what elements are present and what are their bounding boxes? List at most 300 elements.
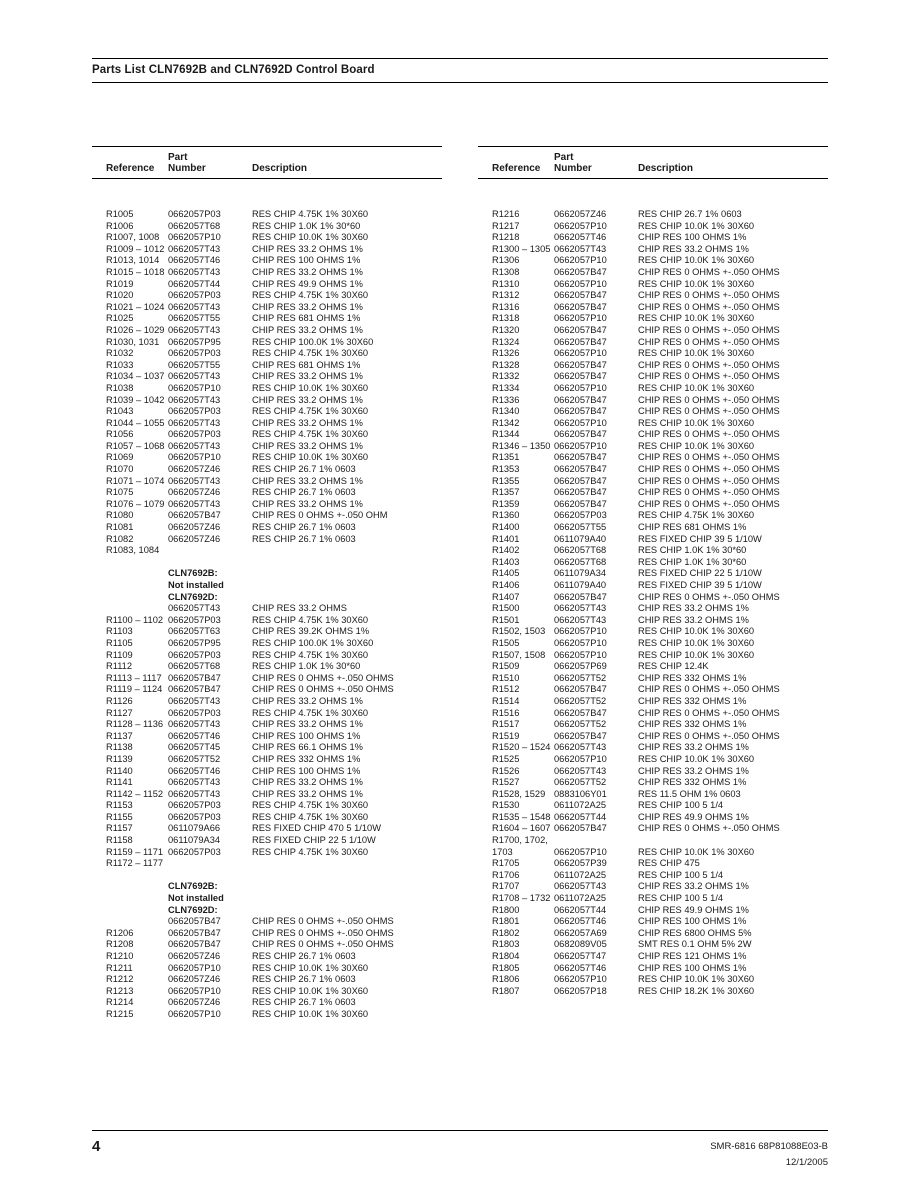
cell-part-number: 0662057B47 xyxy=(168,684,221,695)
table-body-right xyxy=(478,179,828,997)
cell-description: RES CHIP 10.0K 1% 30X60 xyxy=(252,232,369,243)
cell-reference: R1026 – 1029 xyxy=(106,324,165,335)
cell-description: RES CHIP 26.7 1% 0603 xyxy=(252,974,356,985)
table-row xyxy=(92,766,442,778)
cell-part-number: 0662057P10 xyxy=(554,753,607,764)
table-row xyxy=(92,963,442,975)
cell-reference: R1804 xyxy=(492,951,520,961)
cell-description: RES CHIP 10.0K 1% 30X60 xyxy=(638,846,755,857)
cell-description: RES CHIP 26.7 1% 0603 xyxy=(252,951,356,961)
table-row xyxy=(478,221,828,233)
cell-part-number: Not installed xyxy=(168,893,224,904)
table-row xyxy=(478,441,828,453)
cell-part-number: 0662057B47 xyxy=(554,707,607,718)
table-row xyxy=(92,568,442,580)
page-number: 4 xyxy=(92,1138,101,1155)
cell-reference: R1803 xyxy=(492,939,520,950)
table-row xyxy=(92,626,442,638)
table-row xyxy=(478,255,828,267)
cell-part-number: 0662057P10 xyxy=(554,974,607,985)
cell-part-number: CLN7692D: xyxy=(168,904,218,915)
cell-description: RES CHIP 26.7 1% 0603 xyxy=(638,209,742,219)
cell-reference: R1355 xyxy=(492,475,520,486)
cell-description: CHIP RES 6800 OHMS 5% xyxy=(638,927,752,938)
cell-part-number: 0662057T46 xyxy=(168,765,221,776)
cell-description: CHIP RES 33.2 OHMS 1% xyxy=(638,881,749,892)
cell-description: CHIP RES 33.2 OHMS 1% xyxy=(252,243,363,254)
cell-part-number: 0662057T44 xyxy=(554,904,607,915)
table-row xyxy=(478,452,828,464)
cell-part-number: 0662057B47 xyxy=(554,371,607,382)
cell-part-number: 0662057T43 xyxy=(168,266,221,277)
table-row xyxy=(478,708,828,720)
table-row xyxy=(92,893,442,905)
cell-description: CHIP RES 49.9 OHMS 1% xyxy=(252,278,363,289)
cell-reference: R1401 xyxy=(492,533,520,544)
cell-reference: R1034 – 1037 xyxy=(106,371,165,382)
cell-reference: R1217 xyxy=(492,220,520,231)
cell-reference: R1336 xyxy=(492,394,520,405)
table-row xyxy=(92,777,442,789)
cell-part-number: 0662057B47 xyxy=(554,336,607,347)
cell-reference: R1009 – 1012 xyxy=(106,243,165,254)
cell-part-number: 0662057P69 xyxy=(554,661,607,672)
column-header-reference: Reference xyxy=(492,163,541,174)
cell-description: CHIP RES 0 OHMS +-.050 OHMS xyxy=(638,394,780,405)
cell-reference: R1083, 1084 xyxy=(106,545,160,556)
cell-description: CHIP RES 33.2 OHMS xyxy=(252,603,347,614)
cell-description: RES CHIP 10.0K 1% 30X60 xyxy=(252,985,369,996)
cell-reference: R1527 xyxy=(492,777,520,788)
table-row xyxy=(478,881,828,893)
table-row xyxy=(478,858,828,870)
table-row xyxy=(478,963,828,975)
cell-description: RES CHIP 10.0K 1% 30X60 xyxy=(638,417,755,428)
table-row xyxy=(92,661,442,673)
cell-part-number: 0662057T43 xyxy=(168,475,221,486)
cell-reference: R1021 – 1024 xyxy=(106,301,165,312)
cell-description: CHIP RES 100 OHMS 1% xyxy=(638,916,747,927)
table-row xyxy=(478,302,828,314)
cell-description: RES CHIP 4.75K 1% 30X60 xyxy=(252,811,369,822)
table-row xyxy=(478,429,828,441)
table-row xyxy=(92,209,442,221)
cell-description: RES CHIP 1.0K 1% 30*60 xyxy=(638,556,747,567)
table-row xyxy=(92,499,442,511)
table-row xyxy=(92,290,442,302)
table-row xyxy=(92,800,442,812)
cell-reference: R1139 xyxy=(106,753,133,764)
cell-description: CHIP RES 0 OHMS +-.050 OHMS xyxy=(638,266,780,277)
cell-reference: R1403 xyxy=(492,556,520,567)
table-row xyxy=(92,337,442,349)
cell-description: CHIP RES 0 OHMS +-.050 OHMS xyxy=(252,939,394,950)
cell-part-number: 0662057T55 xyxy=(554,522,607,533)
cell-reference: R1342 xyxy=(492,417,520,428)
cell-reference: R1700, 1702, xyxy=(492,835,548,846)
cell-part-number: 0662057P10 xyxy=(554,255,607,266)
cell-description xyxy=(252,545,442,557)
table-row xyxy=(92,545,442,557)
column-header-part-line2: Number xyxy=(168,163,206,174)
cell-part-number: 0611072A25 xyxy=(554,800,607,811)
cell-part-number: 0662057Z46 xyxy=(168,487,221,498)
cell-reference: R1057 – 1068 xyxy=(106,440,165,451)
cell-reference: R1406 xyxy=(492,580,520,590)
cell-description: CHIP RES 0 OHMS +-.050 OHMS xyxy=(638,707,780,718)
cell-description xyxy=(252,568,442,580)
cell-part-number: 0662057B47 xyxy=(168,672,221,683)
cell-part-number xyxy=(168,545,252,557)
cell-description: CHIP RES 121 OHMS 1% xyxy=(638,951,747,961)
cell-description: RES CHIP 10.0K 1% 30X60 xyxy=(638,753,755,764)
table-row xyxy=(478,928,828,940)
column-header-description: Description xyxy=(252,163,308,174)
cell-reference: R1510 xyxy=(492,672,520,683)
cell-description: CHIP RES 33.2 OHMS 1% xyxy=(252,324,363,335)
cell-reference: R1025 xyxy=(106,313,134,324)
table-row xyxy=(92,905,442,917)
cell-description: CHIP RES 0 OHMS +-.050 OHMS xyxy=(638,730,780,741)
footer-rule xyxy=(92,1130,828,1131)
page-title: Parts List CLN7692B and CLN7692D Control Board xyxy=(92,64,375,76)
cell-description: CHIP RES 332 OHMS 1% xyxy=(638,695,747,706)
cell-reference: R1158 xyxy=(106,835,133,846)
cell-reference: R1015 – 1018 xyxy=(106,266,165,277)
cell-reference: R1213 xyxy=(106,985,134,996)
table-row xyxy=(478,719,828,731)
cell-description: RES CHIP 4.75K 1% 30X60 xyxy=(252,406,369,417)
table-row xyxy=(478,499,828,511)
cell-description xyxy=(252,592,442,604)
table-row xyxy=(92,418,442,430)
table-row xyxy=(478,232,828,244)
table-row xyxy=(92,789,442,801)
cell-description: RES CHIP 4.75K 1% 30X60 xyxy=(252,614,369,625)
cell-part-number: 0662057P10 xyxy=(554,626,607,637)
cell-description: CHIP RES 33.2 OHMS 1% xyxy=(638,765,749,776)
table-row xyxy=(478,777,828,789)
cell-reference: R1075 xyxy=(106,487,134,498)
cell-description: CHIP RES 332 OHMS 1% xyxy=(638,719,747,730)
cell-reference: R1400 xyxy=(492,522,520,533)
cell-description: CHIP RES 0 OHMS +-.050 OHMS xyxy=(638,429,780,440)
table-row xyxy=(478,916,828,928)
table-row xyxy=(478,754,828,766)
cell-reference: R1310 xyxy=(492,278,520,289)
cell-part-number: 0662057T52 xyxy=(168,753,221,764)
cell-part-number: 0662057P10 xyxy=(168,382,221,393)
table-row xyxy=(478,557,828,569)
table-row xyxy=(92,708,442,720)
table-row xyxy=(92,360,442,372)
cell-reference: R1069 xyxy=(106,452,134,463)
cell-part-number: 0662057T44 xyxy=(168,278,221,289)
table-row xyxy=(478,823,828,835)
table-row xyxy=(92,429,442,441)
cell-reference: R1112 xyxy=(106,661,133,672)
cell-part-number: 0662057P10 xyxy=(554,846,607,857)
cell-reference: R1705 xyxy=(492,858,520,869)
cell-description: CHIP RES 100 OHMS 1% xyxy=(638,962,747,973)
cell-reference: R1509 xyxy=(492,661,520,672)
cell-description: CHIP RES 0 OHMS +-.050 OHMS xyxy=(638,290,780,301)
cell-reference: R1006 xyxy=(106,220,134,231)
cell-part-number: Not installed xyxy=(168,580,224,590)
table-row xyxy=(478,673,828,685)
column-header-part-line2: Number xyxy=(554,163,592,174)
cell-part-number: 0662057B47 xyxy=(554,684,607,695)
cell-reference: R1359 xyxy=(492,498,520,509)
table-row xyxy=(478,800,828,812)
table-row xyxy=(478,244,828,256)
cell-part-number: 0662057P03 xyxy=(168,429,221,440)
table-row xyxy=(92,325,442,337)
cell-part-number: 0611079A66 xyxy=(168,823,221,834)
cell-part-number: 0662057T43 xyxy=(554,603,607,614)
cell-reference: R1142 – 1152 xyxy=(106,788,164,799)
cell-description: RES CHIP 10.0K 1% 30X60 xyxy=(638,382,755,393)
cell-description: CHIP RES 33.2 OHMS 1% xyxy=(638,603,749,614)
cell-description: CHIP RES 0 OHMS +-.050 OHMS xyxy=(638,359,780,370)
cell-reference: R1138 xyxy=(106,742,133,753)
table-row xyxy=(478,603,828,615)
table-row xyxy=(92,673,442,685)
cell-part-number: 0662057B47 xyxy=(554,394,607,405)
table-row xyxy=(478,337,828,349)
cell-reference: R1128 – 1136 xyxy=(106,719,164,730)
cell-description: CHIP RES 33.2 OHMS 1% xyxy=(252,371,363,382)
table-row xyxy=(478,209,828,221)
cell-part-number: 0662057P10 xyxy=(168,452,221,463)
cell-reference: R1033 xyxy=(106,359,134,370)
column-header-part-line1: Part xyxy=(168,152,188,163)
cell-part-number: 0662057T63 xyxy=(168,626,221,637)
table-row xyxy=(92,754,442,766)
cell-description: CHIP RES 0 OHMS +-.050 OHMS xyxy=(638,371,780,382)
cell-description: CHIP RES 332 OHMS 1% xyxy=(638,672,747,683)
table-header-row xyxy=(478,147,828,178)
cell-reference: R1030, 1031 xyxy=(106,336,160,347)
cell-reference: R1526 xyxy=(492,765,520,776)
cell-description: RES CHIP 26.7 1% 0603 xyxy=(252,997,356,1008)
cell-part-number: 0662057P10 xyxy=(554,382,607,393)
cell-reference: R1300 – 1305 xyxy=(492,243,551,254)
table-row xyxy=(92,580,442,592)
cell-part-number: 0662057P39 xyxy=(554,858,607,869)
table-row xyxy=(92,395,442,407)
table-row xyxy=(478,534,828,546)
table-row xyxy=(478,267,828,279)
cell-part-number: 0662057T43 xyxy=(554,765,607,776)
table-row xyxy=(92,742,442,754)
table-row xyxy=(478,545,828,557)
cell-part-number: 0662057Z46 xyxy=(168,974,221,985)
parts-table-right xyxy=(478,146,828,997)
cell-reference: R1210 xyxy=(106,951,134,961)
table-row xyxy=(92,487,442,499)
cell-reference: R1105 xyxy=(106,637,133,648)
cell-part-number: 0662057P10 xyxy=(554,440,607,451)
table-row xyxy=(478,522,828,534)
table-row xyxy=(478,371,828,383)
cell-reference: R1346 – 1350 xyxy=(492,440,551,451)
cell-reference: R1800 xyxy=(492,904,520,915)
cell-description: CHIP RES 0 OHMS +-.050 OHMS xyxy=(252,672,394,683)
cell-description: RES CHIP 10.0K 1% 30X60 xyxy=(638,637,755,648)
cell-part-number: 0662057P03 xyxy=(168,614,221,625)
cell-description: RES CHIP 26.7 1% 0603 xyxy=(252,533,356,544)
cell-description: RES CHIP 10.0K 1% 30X60 xyxy=(252,452,369,463)
cell-part-number: 0662057P03 xyxy=(168,406,221,417)
table-row xyxy=(92,371,442,383)
cell-description: CHIP RES 49.9 OHMS 1% xyxy=(638,904,749,915)
cell-part-number: 0662057T55 xyxy=(168,359,221,370)
cell-reference: R1360 xyxy=(492,510,520,521)
cell-description: RES CHIP 26.7 1% 0603 xyxy=(252,464,356,475)
table-row xyxy=(92,522,442,534)
table-row xyxy=(92,603,442,615)
cell-description: RES CHIP 4.75K 1% 30X60 xyxy=(252,707,369,718)
cell-reference: R1140 xyxy=(106,765,133,776)
table-row xyxy=(478,406,828,418)
table-row xyxy=(478,568,828,580)
cell-reference: R1505 xyxy=(492,637,520,648)
cell-reference: R1501 xyxy=(492,614,520,625)
cell-part-number: 0662057A69 xyxy=(554,927,607,938)
table-row xyxy=(478,580,828,592)
cell-description xyxy=(638,835,828,847)
cell-part-number: 0662057B47 xyxy=(554,429,607,440)
table-row xyxy=(478,313,828,325)
cell-part-number: 0662057P03 xyxy=(168,209,221,219)
cell-description: CHIP RES 0 OHMS +-.050 OHMS xyxy=(638,684,780,695)
cell-reference: R1326 xyxy=(492,348,520,359)
cell-part-number: 0662057Z46 xyxy=(168,533,221,544)
table-row xyxy=(92,476,442,488)
cell-reference: R1507, 1508 xyxy=(492,649,546,660)
cell-part-number: 0662057P10 xyxy=(168,1008,221,1019)
column-header-part-line1: Part xyxy=(554,152,574,163)
cell-description: RES CHIP 1.0K 1% 30*60 xyxy=(638,545,747,556)
cell-part-number: 0662057T46 xyxy=(554,232,607,243)
cell-reference: R1318 xyxy=(492,313,520,324)
cell-reference: R1407 xyxy=(492,591,520,602)
cell-reference: R1082 xyxy=(106,533,134,544)
cell-part-number: 0662057B47 xyxy=(554,359,607,370)
cell-part-number: 0662057T68 xyxy=(554,556,607,567)
cell-description: CHIP RES 0 OHMS +-.050 OHMS xyxy=(638,498,780,509)
table-row xyxy=(92,684,442,696)
cell-description: CHIP RES 0 OHMS +-.050 OHMS xyxy=(638,464,780,475)
cell-reference: R1127 xyxy=(106,707,133,718)
cell-part-number: 0662057T44 xyxy=(554,811,607,822)
cell-part-number: 0682089V05 xyxy=(554,939,607,950)
cell-description: RES CHIP 10.0K 1% 30X60 xyxy=(638,220,755,231)
cell-description: RES 11.5 OHM 1% 0603 xyxy=(638,788,741,799)
cell-description: CHIP RES 0 OHMS +-.050 OHMS xyxy=(638,301,780,312)
cell-description: CHIP RES 681 OHMS 1% xyxy=(638,522,747,533)
cell-description: CHIP RES 681 OHMS 1% xyxy=(252,359,361,370)
table-row xyxy=(478,766,828,778)
cell-reference xyxy=(92,603,168,615)
cell-description: RES CHIP 26.7 1% 0603 xyxy=(252,487,356,498)
cell-part-number: 0662057B47 xyxy=(554,266,607,277)
cell-reference: R1100 – 1102 xyxy=(106,614,164,625)
table-row xyxy=(478,661,828,673)
cell-reference: R1334 xyxy=(492,382,520,393)
cell-description: CHIP RES 33.2 OHMS 1% xyxy=(252,788,363,799)
table-row xyxy=(478,939,828,951)
cell-description: RES CHIP 100 5 1/4 xyxy=(638,893,724,904)
footer-document-code: SMR-6816 68P81088E03-B xyxy=(710,1141,828,1152)
cell-part-number: 0662057P10 xyxy=(554,348,607,359)
cell-reference: R1517 xyxy=(492,719,520,730)
cell-description: RES CHIP 18.2K 1% 30X60 xyxy=(638,985,755,996)
cell-reference xyxy=(92,893,168,905)
cell-part-number: 0662057P03 xyxy=(168,348,221,359)
cell-part-number: 0662057P03 xyxy=(168,290,221,301)
cell-part-number: 0662057T43 xyxy=(168,498,221,509)
table-row xyxy=(92,951,442,963)
table-row xyxy=(478,893,828,905)
table-row xyxy=(92,464,442,476)
cell-description: RES FIXED CHIP 39 5 1/10W xyxy=(638,580,762,590)
parts-table-left xyxy=(92,146,442,1021)
table-row xyxy=(92,406,442,418)
table-row xyxy=(92,881,442,893)
cell-part-number: 0611079A40 xyxy=(554,533,607,544)
table-row xyxy=(478,464,828,476)
cell-description: CHIP RES 0 OHMS +-.050 OHMS xyxy=(638,823,780,834)
table-row xyxy=(92,1009,442,1021)
cell-description: RES CHIP 10.0K 1% 30X60 xyxy=(638,974,755,985)
cell-description: RES CHIP 4.75K 1% 30X60 xyxy=(252,209,369,219)
table-row xyxy=(92,255,442,267)
cell-description: CHIP RES 100 OHMS 1% xyxy=(252,255,361,266)
cell-description: CHIP RES 33.2 OHMS 1% xyxy=(252,394,363,405)
cell-description: CHIP RES 0 OHMS +-.050 OHMS xyxy=(638,336,780,347)
table-row xyxy=(92,221,442,233)
cell-part-number: 0662057B47 xyxy=(554,324,607,335)
cell-part-number: 0662057Z46 xyxy=(168,997,221,1008)
cell-description: RES CHIP 1.0K 1% 30*60 xyxy=(252,220,361,231)
table-row xyxy=(92,870,442,882)
cell-description: CHIP RES 33.2 OHMS 1% xyxy=(638,243,749,254)
cell-reference: R1206 xyxy=(106,927,134,938)
cell-part-number: 0662057T43 xyxy=(168,324,221,335)
cell-part-number: 0662057Z46 xyxy=(554,209,607,219)
table-row xyxy=(478,650,828,662)
cell-reference: R1306 xyxy=(492,255,520,266)
cell-reference: R1070 xyxy=(106,464,134,475)
cell-description: RES FIXED CHIP 39 5 1/10W xyxy=(638,533,762,544)
cell-part-number: 0662057T52 xyxy=(554,777,607,788)
cell-reference: R1500 xyxy=(492,603,520,614)
table-row xyxy=(478,638,828,650)
table-row xyxy=(478,348,828,360)
cell-reference: R1405 xyxy=(492,568,520,579)
cell-reference: R1005 xyxy=(106,209,134,219)
cell-reference: R1044 – 1055 xyxy=(106,417,165,428)
cell-reference: R1081 xyxy=(106,522,134,533)
table-row xyxy=(478,626,828,638)
table-row xyxy=(478,592,828,604)
cell-description: CHIP RES 33.2 OHMS 1% xyxy=(252,417,363,428)
cell-part-number: 0662057P10 xyxy=(168,985,221,996)
cell-reference: R1512 xyxy=(492,684,520,695)
cell-description: CHIP RES 332 OHMS 1% xyxy=(252,753,361,764)
